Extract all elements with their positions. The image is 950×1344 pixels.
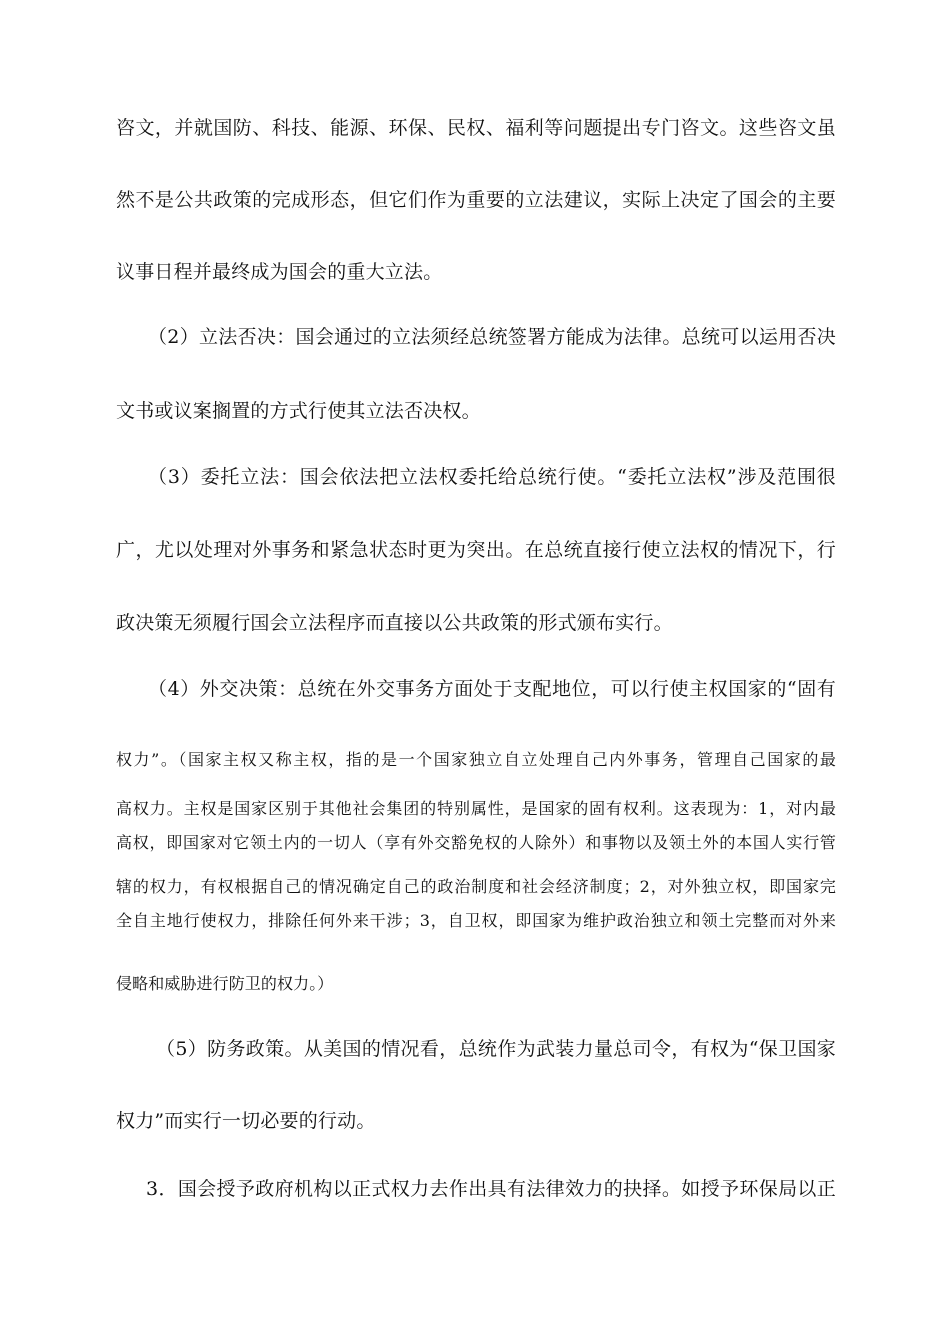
note-line: 高权力。主权是国家区别于其他社会集团的特别属性，是国家的固有权利。这表现为：1，对内最 — [116, 799, 836, 818]
paragraph-line: 广，尤以处理对外事务和紧急状态时更为突出。在总统直接行使立法权的情况下，行 — [116, 539, 836, 561]
note-line: 高权，即国家对它领土内的一切人（享有外交豁免权的人除外）和事物以及领土外的本国人实行管 — [116, 833, 836, 852]
paragraph-line: 然不是公共政策的完成形态，但它们作为重要的立法建议，实际上决定了国会的主要 — [116, 189, 836, 211]
note-line: 辖的权力，有权根据自己的情况确定自己的政治制度和社会经济制度；2，对外独立权，即国家完 — [116, 877, 836, 896]
paragraph-line: 议事日程并最终成为国会的重大立法。 — [116, 261, 443, 283]
paragraph-line: 咨文，并就国防、科技、能源、环保、民权、福利等问题提出专门咨文。这些咨文虽 — [116, 117, 836, 139]
paragraph-line: （4）外交决策：总统在外交事务方面处于支配地位，可以行使主权国家的“固有 — [148, 678, 836, 700]
note-line: 全自主地行使权力，排除任何外来干涉；3，自卫权，即国家为维护政治独立和领土完整而对外来 — [116, 911, 836, 930]
note-line: 权力”。（国家主权又称主权，指的是一个国家独立自立处理自己内外事务，管理自己国家的最 — [116, 750, 836, 769]
paragraph-line: （2）立法否决：国会通过的立法须经总统签署方能成为法律。总统可以运用否决 — [148, 326, 836, 348]
note-line: 侵略和威胁进行防卫的权力。） — [116, 974, 334, 993]
paragraph-line: 文书或议案搁置的方式行使其立法否决权。 — [116, 400, 481, 422]
paragraph-line: 3．国会授予政府机构以正式权力去作出具有法律效力的抉择。如授予环保局以正 — [146, 1178, 836, 1200]
paragraph-line: （5）防务政策。从美国的情况看，总统作为武装力量总司令，有权为“保卫国家 — [156, 1038, 836, 1060]
paragraph-line: 权力”而实行一切必要的行动。 — [116, 1110, 376, 1132]
paragraph-line: （3）委托立法：国会依法把立法权委托给总统行使。“委托立法权”涉及范围很 — [148, 466, 836, 488]
paragraph-line: 政决策无须履行国会立法程序而直接以公共政策的形式颁布实行。 — [116, 612, 673, 634]
